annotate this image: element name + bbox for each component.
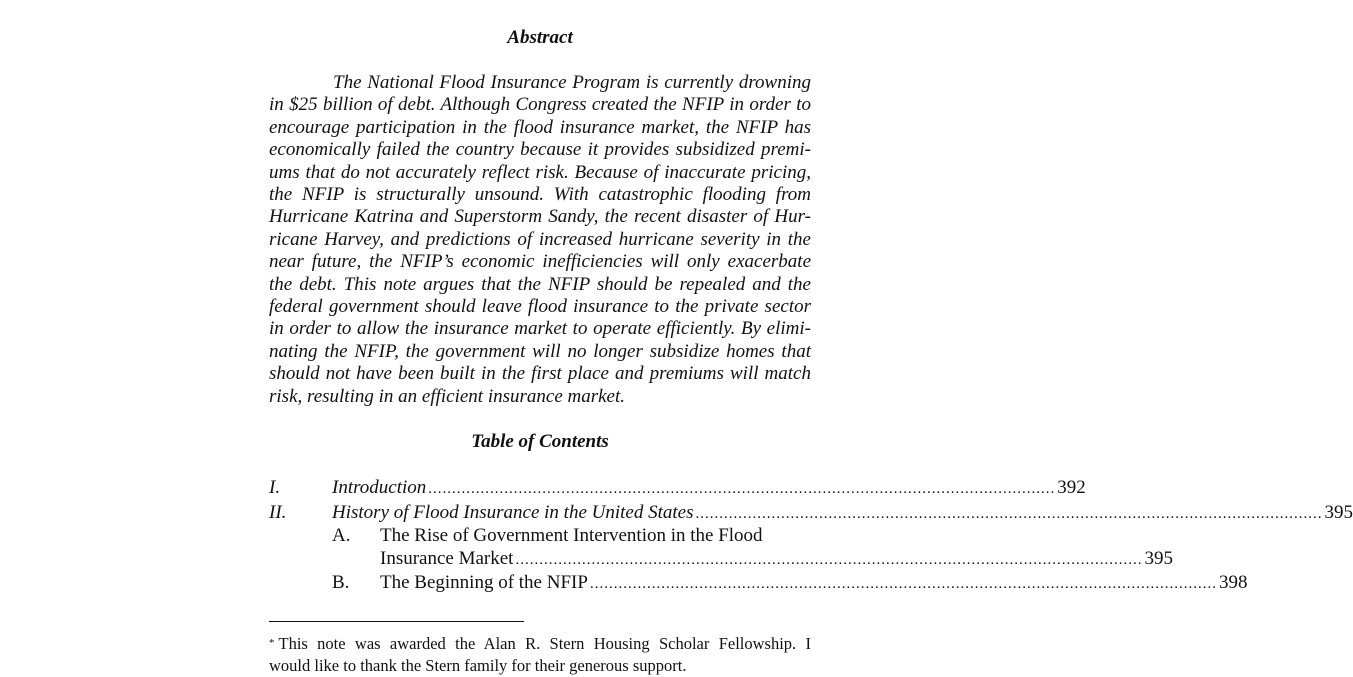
abstract-line: encourage participation in the flood insurance market, the NFIP has	[269, 116, 811, 138]
toc-entry-page: 398	[1218, 572, 1248, 593]
toc-entry-title: The Rise of Government Intervention in the Flood	[380, 525, 763, 546]
footnote	[269, 633, 811, 677]
toc-leader-dots: ....................................................................................................................................	[515, 552, 1143, 568]
abstract-line: economically failed the country because it provides subsidized premi-	[269, 139, 811, 161]
abstract-line: should not have been built in the first place and premiums will match	[269, 363, 811, 385]
toc-entry-rise-of-government[interactable]	[269, 524, 811, 548]
toc-entry-history[interactable]	[269, 501, 1353, 525]
abstract-line: federal government should leave flood insurance to the private sector	[269, 296, 811, 318]
toc-leader-dots: ....................................................................................................................................	[695, 506, 1323, 522]
toc-entry-introduction[interactable]	[269, 476, 1086, 500]
abstract-paragraph	[269, 72, 811, 408]
toc-entry-title: Introduction	[332, 477, 427, 498]
toc-entry-title: The Beginning of the NFIP	[380, 572, 588, 593]
abstract-line: nating the NFIP, the government will no longer subsidize homes that	[269, 340, 811, 362]
toc-entry-page: 395	[1144, 548, 1173, 569]
toc-entry-number: II.	[269, 502, 287, 523]
abstract-line: risk, resulting in an efficient insurance market.	[269, 385, 626, 407]
footnote-line: would like to thank the Stern family for their generous support.	[269, 656, 687, 675]
toc-entry-number: I.	[269, 477, 281, 498]
previous-page-fragment	[462, 0, 618, 4]
abstract-line: ricane Harvey, and predictions of increased hurricane severity in the	[269, 228, 811, 250]
toc-entry-title: Insurance Market	[380, 548, 514, 569]
footnote-rule	[269, 621, 524, 622]
toc-entry-page: 395	[1324, 502, 1353, 523]
toc-entry-page: 392	[1057, 477, 1086, 498]
footnote-marker: *	[269, 637, 275, 649]
toc-entry-rise-of-government-cont[interactable]	[269, 547, 1173, 571]
footnote-line: This note was awarded the Alan R. Stern Housing Scholar Fellowship. I	[278, 634, 811, 653]
abstract-line: the NFIP is structurally unsound. With catastrophic flooding from	[269, 184, 811, 206]
toc-entry-number: B.	[332, 572, 350, 593]
abstract-heading: Abstract	[507, 27, 573, 48]
abstract-line: The National Flood Insurance Program is currently drowning	[333, 72, 811, 93]
abstract-line: the debt. This note argues that the NFIP should be repealed and the	[269, 273, 811, 295]
toc-entry-beginning-of-nfip[interactable]	[269, 571, 1248, 595]
toc-entry-number: A.	[332, 525, 351, 546]
toc-entry-title: History of Flood Insurance in the United States	[332, 502, 694, 523]
abstract-line: near future, the NFIP’s economic inefficiencies will only exacerbate	[269, 251, 811, 273]
abstract-line: Hurricane Katrina and Superstorm Sandy, the recent disaster of Hur-	[269, 206, 811, 228]
toc-leader-dots: ....................................................................................................................................	[589, 576, 1217, 592]
abstract-line: ums that do not accurately reflect risk. Because of inaccurate pricing,	[269, 161, 811, 183]
abstract-line: in order to allow the insurance market to operate efficiently. By elimi-	[269, 318, 811, 340]
toc-heading: Table of Contents	[471, 431, 609, 452]
toc-leader-dots: ....................................................................................................................................	[428, 481, 1056, 497]
abstract-line: in $25 billion of debt. Although Congress created the NFIP in order to	[269, 94, 811, 116]
